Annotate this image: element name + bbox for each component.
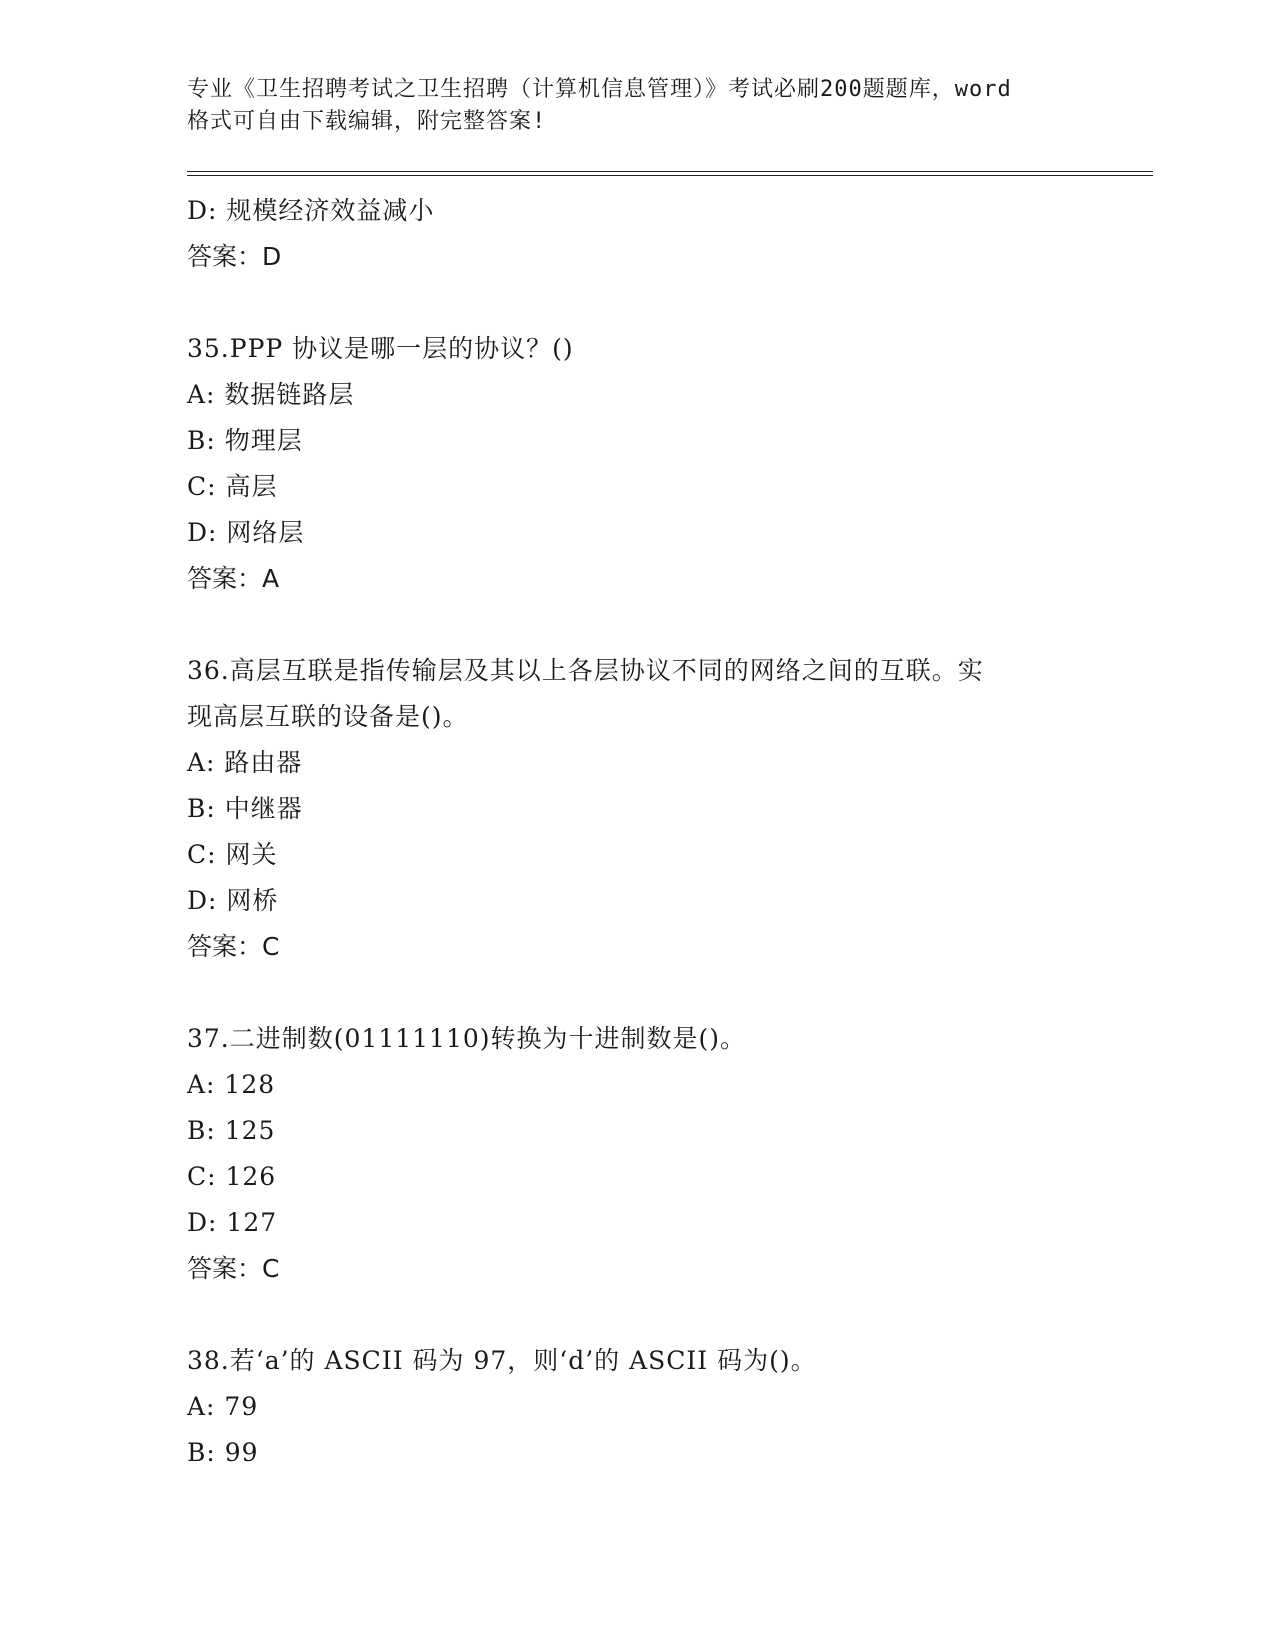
spacer: [187, 280, 1087, 326]
question-36-answer: 答案：C: [187, 932, 280, 961]
question-35-answer: 答案：A: [187, 564, 280, 593]
question-36-option-c: C: 网关: [187, 840, 278, 869]
header-rule-bottom: [187, 175, 1153, 176]
question-35-option-c: C: 高层: [187, 472, 278, 501]
question-list: [187, 188, 1087, 1476]
question-37-option-b: B: 125: [187, 1116, 276, 1145]
question-38-option-a: A: 79: [187, 1392, 259, 1421]
question-37-option-c: C: 126: [187, 1162, 277, 1191]
spacer: [187, 1292, 1087, 1338]
header-line-1: 专业《卫生招聘考试之卫生招聘（计算机信息管理）》考试必刷200题题库，word: [187, 77, 1012, 102]
question-37-option-d: D: 127: [187, 1208, 278, 1237]
question-37-option-a: A: 128: [187, 1070, 276, 1099]
header-line-2: 格式可自由下载编辑，附完整答案!: [187, 109, 547, 134]
question-38-text: 38.若‘a’的 ASCII 码为 97，则‘d’的 ASCII 码为()。: [187, 1346, 817, 1375]
prev-option-d: D: 规模经济效益减小: [187, 196, 435, 225]
question-36-option-a: A: 路由器: [187, 748, 303, 777]
question-35-text: 35.PPP 协议是哪一层的协议？(): [187, 334, 574, 363]
spacer: [187, 970, 1087, 1016]
question-37-text: 37.二进制数(01111110)转换为十进制数是()。: [187, 1024, 747, 1053]
prev-answer: 答案：D: [187, 242, 282, 271]
question-36-option-b: B: 中继器: [187, 794, 303, 823]
question-35-option-b: B: 物理层: [187, 426, 303, 455]
question-36-text-line-1: 36.高层互联是指传输层及其以上各层协议不同的网络之间的互联。实: [187, 656, 984, 685]
question-36-text-line-2: 现高层互联的设备是()。: [187, 702, 469, 731]
document-header: [187, 74, 1087, 138]
spacer: [187, 602, 1087, 648]
question-36-option-d: D: 网桥: [187, 886, 279, 915]
header-rule-top: [187, 171, 1153, 172]
question-35-option-a: A: 数据链路层: [187, 380, 355, 409]
question-35-option-d: D: 网络层: [187, 518, 305, 547]
question-38-option-b: B: 99: [187, 1438, 259, 1467]
question-37-answer: 答案：C: [187, 1254, 280, 1283]
